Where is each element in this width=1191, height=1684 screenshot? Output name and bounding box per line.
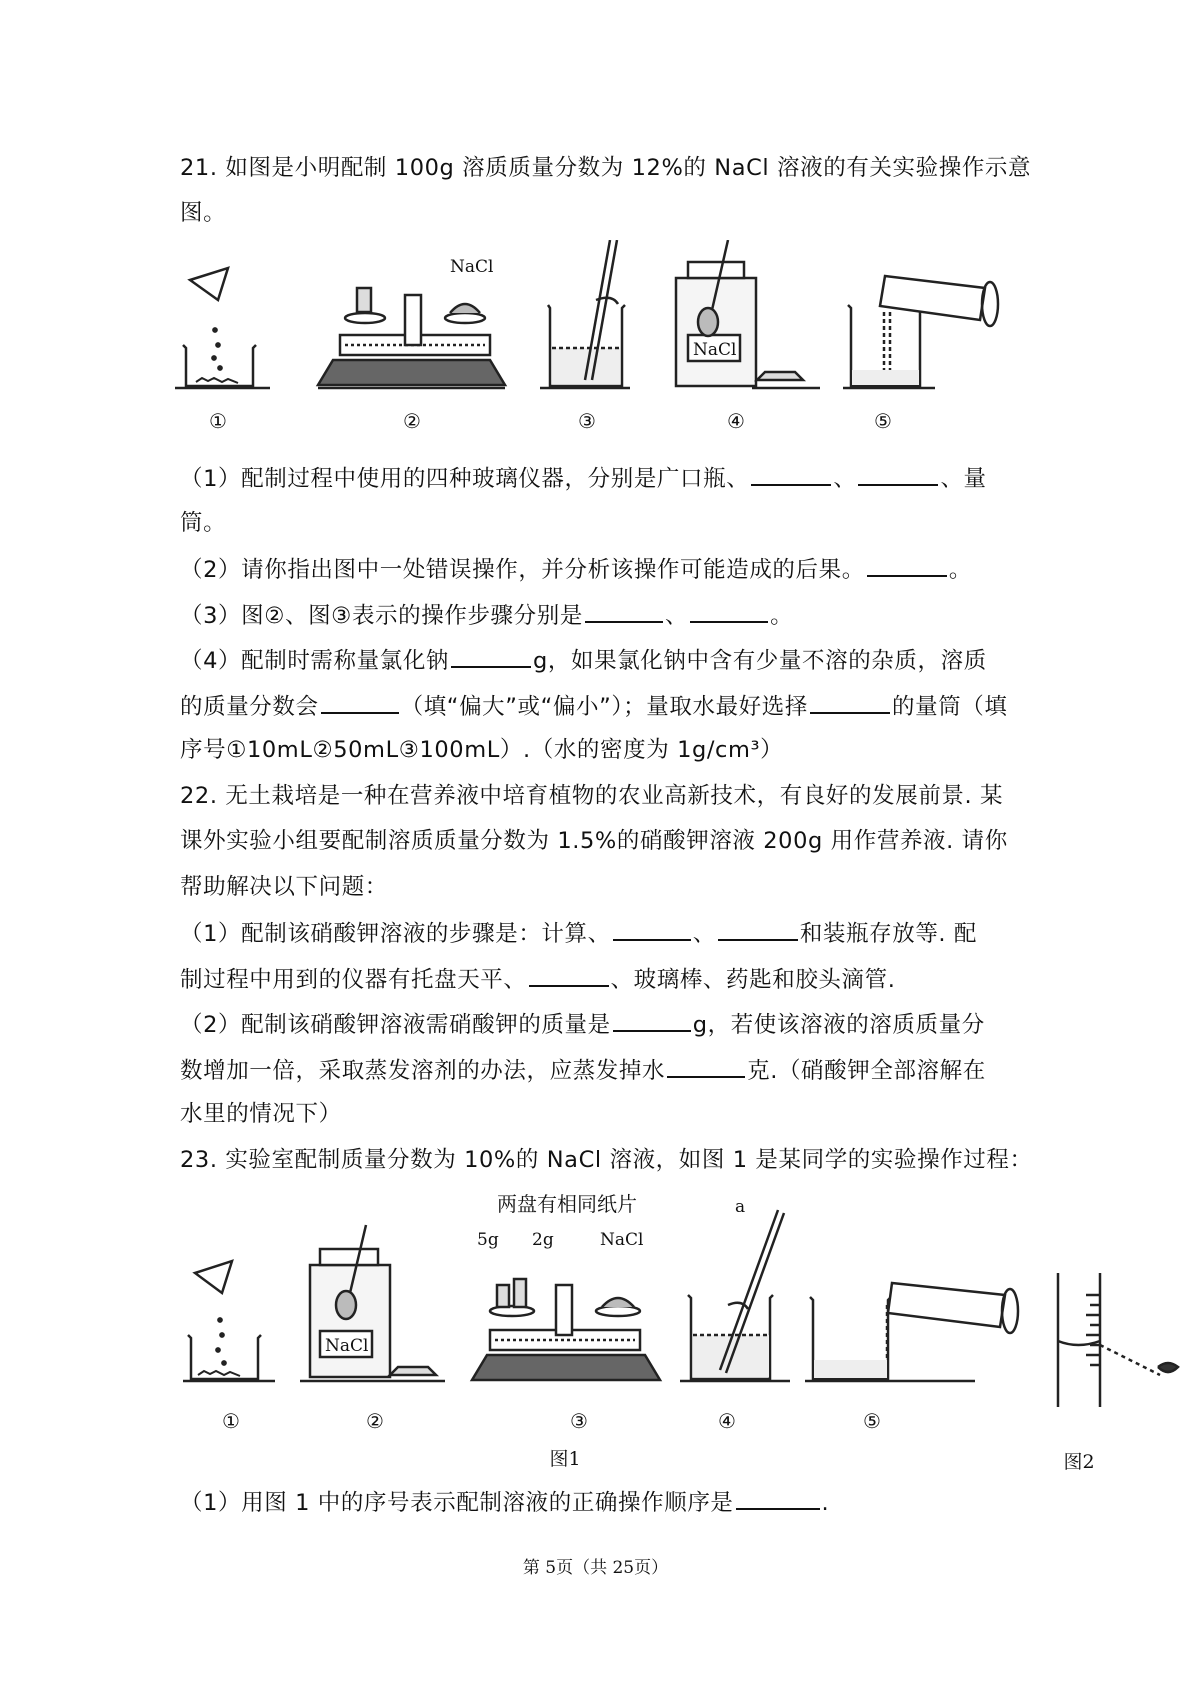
q23-weight-5g: 5g (477, 1230, 499, 1250)
q21-p3-text-b: 、 (664, 603, 689, 629)
q23-cylinder-pour-icon (805, 1283, 1018, 1381)
q23-p1-text-b: . (821, 1490, 830, 1516)
q22-p1-blank-2[interactable] (718, 917, 798, 941)
q22-p2-blank-2[interactable] (667, 1054, 745, 1078)
q22-p2-text-c: 数增加一倍，采取蒸发溶剂的办法，应蒸发掉水 (180, 1058, 666, 1084)
page-footer: 第 5页（共 25页） (522, 1558, 669, 1578)
q22-p2-text-a: （2）配制该硝酸钾溶液需硝酸钾的质量是 (180, 1012, 611, 1038)
q21-nacl-bottle-label: NaCl (693, 340, 737, 360)
q23-stirring-icon (680, 1210, 790, 1381)
q21-part2 (180, 553, 972, 585)
q22-p1-blank-1[interactable] (613, 917, 691, 941)
q21-p4-text-d: （填“偏大”或“偏小”）；量取水最好选择 (400, 694, 808, 720)
q21-p4-text-a: （4）配制时需称量氯化钠 (180, 648, 450, 674)
q23-bottle-icon (300, 1225, 445, 1381)
q21-p4-text-c: 的质量分数会 (180, 694, 319, 720)
q21-p1-text-c: 、量 (940, 466, 987, 492)
q21-p3-blank-2[interactable] (690, 599, 768, 623)
q21-p1-text-b: 、 (833, 466, 857, 492)
q22-stem-line3: 帮助解决以下问题： (180, 874, 388, 900)
q23-fig1-caption: 图1 (549, 1448, 581, 1470)
q21-bottle-icon (676, 240, 820, 388)
q21-p3-text-c: 。 (770, 603, 794, 629)
q23-p1-text-a: （1）用图 1 中的序号表示配制溶液的正确操作顺序是 (180, 1490, 734, 1516)
q22-p2-text-d: 克.（硝酸钾全部溶解在 (747, 1058, 986, 1084)
q23-fig-num-4: ④ (718, 1409, 736, 1433)
q21-stem-line1: 21. 如图是小明配制 100g 溶质质量分数为 12%的 NaCl 溶液的有关实验操作示意 (180, 155, 1032, 181)
q23-fig-num-3: ③ (570, 1409, 588, 1433)
q22-p2-blank-1[interactable] (613, 1008, 691, 1032)
q21-fig-num-5: ⑤ (874, 409, 892, 433)
q23-figure (0, 1185, 1191, 1475)
q21-balance-icon (318, 288, 505, 388)
q21-part4-line2 (180, 690, 1008, 722)
q21-part1-line1 (180, 462, 987, 494)
q23-beaker-pour-icon (183, 1261, 275, 1381)
q21-cylinder-pour-icon (843, 276, 998, 388)
q21-p1-blank-1[interactable] (751, 462, 831, 486)
q21-fig-num-4: ④ (727, 409, 745, 433)
q21-part3 (180, 599, 793, 631)
q21-p3-blank-1[interactable] (585, 599, 663, 623)
q21-p2-text-b: 。 (948, 557, 972, 583)
q21-beaker-pour-icon (175, 268, 270, 388)
q22-part2-line1 (180, 1008, 985, 1040)
q22-p2-text-b: g，若使该溶液的溶质质量分 (692, 1012, 985, 1038)
q23-part1 (180, 1486, 829, 1518)
q21-stirring-icon (540, 240, 630, 388)
q21-figure (0, 240, 1191, 440)
q23-rod-label: a (735, 1197, 746, 1217)
q22-part1-line1 (180, 917, 977, 949)
q22-p1-text-c: 和装瓶存放等. 配 (799, 921, 978, 947)
q21-p2-blank[interactable] (867, 553, 947, 577)
q23-fig-num-2: ② (366, 1409, 384, 1433)
q23-nacl-label: NaCl (600, 1230, 644, 1250)
q21-p4-blank-1[interactable] (451, 644, 531, 668)
q22-p1-text-d: 制过程中用到的仪器有托盘天平、 (180, 967, 527, 993)
q21-p1-text-a: （1）配制过程中使用的四种玻璃仪器，分别是广口瓶、 (180, 466, 750, 492)
q23-balance-icon (472, 1279, 660, 1380)
q21-part4-line1 (180, 644, 987, 676)
q21-fig-num-1: ① (209, 409, 227, 433)
q22-part1-line2 (180, 963, 895, 995)
q23-fig2-caption: 图2 (1063, 1451, 1095, 1473)
q21-p4-blank-3[interactable] (810, 690, 890, 714)
q21-p2-text-a: （2）请你指出图中一处错误操作，并分析该操作可能造成的后果。 (180, 557, 865, 583)
q21-part1-line2: 筒。 (180, 510, 227, 536)
q23-stem-line1: 23. 实验室配制质量分数为 10%的 NaCl 溶液，如图 1 是某同学的实验操作过程： (180, 1147, 1033, 1173)
q21-p4-blank-2[interactable] (321, 690, 399, 714)
q22-part2-line2 (180, 1054, 986, 1086)
q22-part2-line3: 水里的情况下） (180, 1101, 342, 1127)
q22-p1-blank-3[interactable] (529, 963, 609, 987)
q23-weight-2g: 2g (532, 1230, 554, 1250)
q21-fig-num-2: ② (403, 409, 421, 433)
q23-nacl-bottle-label: NaCl (325, 1336, 369, 1356)
q21-stem-line2: 图。 (180, 200, 227, 226)
q22-p1-text-b: 、 (692, 921, 716, 947)
q21-nacl-label: NaCl (450, 257, 494, 277)
q22-stem-line2: 课外实验小组要配制溶质质量分数为 1.5%的硝酸钾溶液 200g 用作营养液. 请你 (180, 828, 1008, 854)
q23-fig-num-1: ① (222, 1409, 240, 1433)
q23-fig-title: 两盘有相同纸片 (497, 1192, 637, 1216)
q23-p1-blank[interactable] (736, 1486, 820, 1510)
q23-fig2-cylinder-reading-icon (1058, 1273, 1178, 1407)
q21-p4-text-e: 的量筒（填 (892, 694, 1008, 720)
q22-stem-line1: 22. 无土栽培是一种在营养液中培育植物的农业高新技术，有良好的发展前景. 某 (180, 783, 1004, 809)
q23-fig-num-5: ⑤ (863, 1409, 881, 1433)
q21-p1-blank-2[interactable] (858, 462, 938, 486)
q21-p4-text-b: g，如果氯化钠中含有少量不溶的杂质，溶质 (533, 648, 987, 674)
q22-p1-text-a: （1）配制该硝酸钾溶液的步骤是：计算、 (180, 921, 611, 947)
q22-p1-text-e: 、玻璃棒、药匙和胶头滴管. (610, 967, 896, 993)
q21-p3-text-a: （3）图②、图③表示的操作步骤分别是 (180, 603, 583, 629)
q21-fig-num-3: ③ (578, 409, 596, 433)
q21-part4-line3: 序号①10mL②50mL③100mL）.（水的密度为 1g/cm³） (180, 737, 784, 763)
